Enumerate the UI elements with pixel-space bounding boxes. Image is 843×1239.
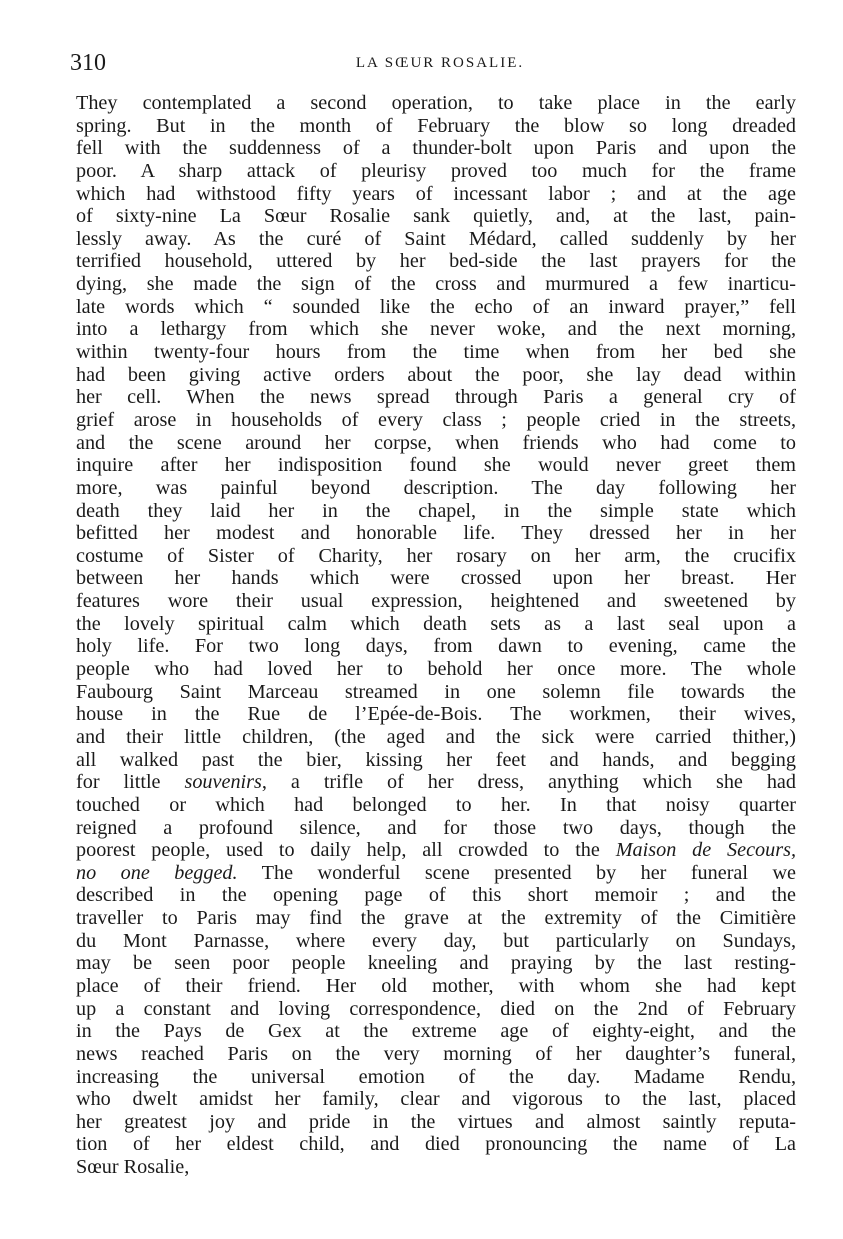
text-segment: news reached Paris on the very morning of her daughter’s funeral, [76, 1042, 796, 1065]
text-line [76, 160, 796, 183]
text-segment: dying, she made the sign of the cross and murmured a few inarticu- [76, 273, 796, 296]
text-segment: of sixty-nine La Sœur Rosalie sank quietly, and, at the last, pain- [76, 205, 796, 228]
text-segment: inquire after her indisposition found she would never greet them [76, 454, 796, 477]
text-line [76, 907, 796, 930]
text-line [76, 500, 796, 523]
text-line [76, 817, 796, 840]
text-line [76, 681, 796, 704]
text-segment: costume of Sister of Charity, her rosary on her arm, the crucifix [76, 544, 796, 567]
text-segment: who dwelt amidst her family, clear and vigorous to the last, placed [76, 1088, 796, 1111]
text-segment: for little [76, 771, 185, 794]
text-line [76, 364, 796, 387]
text-segment: reigned a profound silence, and for those two days, though the [76, 816, 796, 839]
text-line [76, 92, 796, 115]
text-line [76, 1111, 796, 1134]
text-segment: death they laid her in the chapel, in the simple state which [76, 499, 796, 522]
text-line [76, 930, 796, 953]
text-segment: fell with the suddenness of a thunder-bolt upon Paris and upon the [76, 137, 796, 160]
text-segment: lessly away. As the curé of Saint Médard, called suddenly by her [76, 227, 796, 250]
text-line [76, 726, 796, 749]
text-line [76, 567, 796, 590]
text-line [76, 137, 796, 160]
text-segment: and their little children, (the aged and the sick were carried thither,) [76, 725, 796, 748]
text-line [76, 386, 796, 409]
running-title: LA SŒUR ROSALIE. [355, 55, 525, 71]
text-segment: grief arose in households of every class ; people cried in the streets, [76, 408, 796, 431]
text-segment: all walked past the bier, kissing her feet and hands, and begging [76, 748, 796, 771]
text-segment: Faubourg Saint Marceau streamed in one solemn file towards the [76, 680, 796, 703]
text-line [76, 1088, 796, 1111]
body-paragraph [76, 92, 796, 1179]
text-line [76, 749, 796, 772]
text-line [76, 183, 796, 206]
text-segment: in the Pays de Gex at the extreme age of eighty-eight, and the [76, 1020, 796, 1043]
text-line [76, 1133, 796, 1156]
text-line [76, 952, 796, 975]
page-number: 310 [70, 50, 106, 76]
italic-text: Maison de Secours, [615, 839, 796, 862]
text-line [76, 1043, 796, 1066]
text-segment: may be seen poor people kneeling and praying by the last resting- [76, 952, 796, 975]
text-line [76, 318, 796, 341]
text-segment: people who had loved her to behold her once more. The whole [76, 658, 796, 681]
text-segment: up a constant and loving correspondence, died on the 2nd of February [76, 997, 796, 1020]
text-segment: her greatest joy and pride in the virtues and almost saintly reputa- [76, 1110, 796, 1133]
text-segment: features wore their usual expression, heightened and sweetened by [76, 590, 796, 613]
text-segment: The wonderful scene presented by her funeral we [237, 861, 796, 884]
text-line [76, 477, 796, 500]
text-line [76, 250, 796, 273]
running-header [70, 48, 810, 78]
text-line [76, 205, 796, 228]
text-line [76, 1156, 796, 1179]
text-line [76, 228, 796, 251]
text-segment: place of their friend. Her old mother, with whom she had kept [76, 974, 796, 997]
text-line [76, 998, 796, 1021]
text-line [76, 1066, 796, 1089]
text-segment: described in the opening page of this short memoir ; and the [76, 884, 796, 907]
text-line [76, 771, 796, 794]
text-line [76, 296, 796, 319]
text-segment: spring. But in the month of February the blow so long dreaded [76, 114, 796, 137]
text-line [76, 522, 796, 545]
text-line [76, 432, 796, 455]
text-segment: terrified household, uttered by her bed-side the last prayers for the [76, 250, 796, 273]
text-line [76, 862, 796, 885]
text-segment: poor. A sharp attack of pleurisy proved too much for the frame [76, 159, 796, 182]
text-line [76, 975, 796, 998]
text-segment: poorest people, used to daily help, all crowded to the [76, 839, 616, 862]
text-line [76, 884, 796, 907]
text-segment: into a lethargy from which she never woke, and the next morning, [76, 318, 796, 341]
text-line [76, 115, 796, 138]
text-segment: more, was painful beyond description. The day following her [76, 476, 796, 499]
text-segment: late words which “ sounded like the echo of an inward prayer,” fell [76, 295, 796, 318]
text-line [76, 703, 796, 726]
text-line [76, 635, 796, 658]
text-line [76, 613, 796, 636]
text-segment: between her hands which were crossed upon her breast. Her [76, 567, 796, 590]
text-segment: had been giving active orders about the poor, she lay dead within [76, 363, 796, 386]
text-line [76, 658, 796, 681]
text-line [76, 454, 796, 477]
text-segment: increasing the universal emotion of the day. Madame Rendu, [76, 1065, 796, 1088]
text-segment: befitted her modest and honorable life. They dressed her in her [76, 522, 796, 545]
text-line [76, 341, 796, 364]
text-line [76, 545, 796, 568]
text-line [76, 409, 796, 432]
text-segment: her cell. When the news spread through Paris a general cry of [76, 386, 796, 409]
text-segment: the lovely spiritual calm which death sets as a last seal upon a [76, 612, 796, 635]
text-segment: traveller to Paris may find the grave at the extremity of the Cimitière [76, 907, 796, 930]
text-line [76, 1020, 796, 1043]
text-segment: They contemplated a second operation, to take place in the early [76, 92, 796, 114]
text-segment: within twenty-four hours from the time when from her bed she [76, 341, 796, 364]
text-line [76, 839, 796, 862]
text-segment: house in the Rue de l’Epée-de-Bois. The workmen, their wives, [76, 703, 796, 726]
text-segment: which had withstood fifty years of incessant labor ; and at the age [76, 182, 796, 205]
text-segment: holy life. For two long days, from dawn to evening, came the [76, 635, 796, 658]
text-segment: tion of her eldest child, and died pronouncing the name of La [76, 1133, 796, 1156]
text-segment: Sœur Rosalie, [76, 1156, 190, 1179]
text-segment: , a trifle of her dress, anything which she had [261, 771, 796, 794]
text-line [76, 590, 796, 613]
text-line [76, 794, 796, 817]
italic-text: no one begged. [76, 861, 238, 884]
text-line [76, 273, 796, 296]
text-segment: du Mont Parnasse, where every day, but particularly on Sundays, [76, 929, 796, 952]
italic-text: souvenirs [184, 771, 262, 794]
text-segment: and the scene around her corpse, when friends who had come to [76, 431, 796, 454]
text-segment: touched or which had belonged to her. In that noisy quarter [76, 793, 796, 816]
